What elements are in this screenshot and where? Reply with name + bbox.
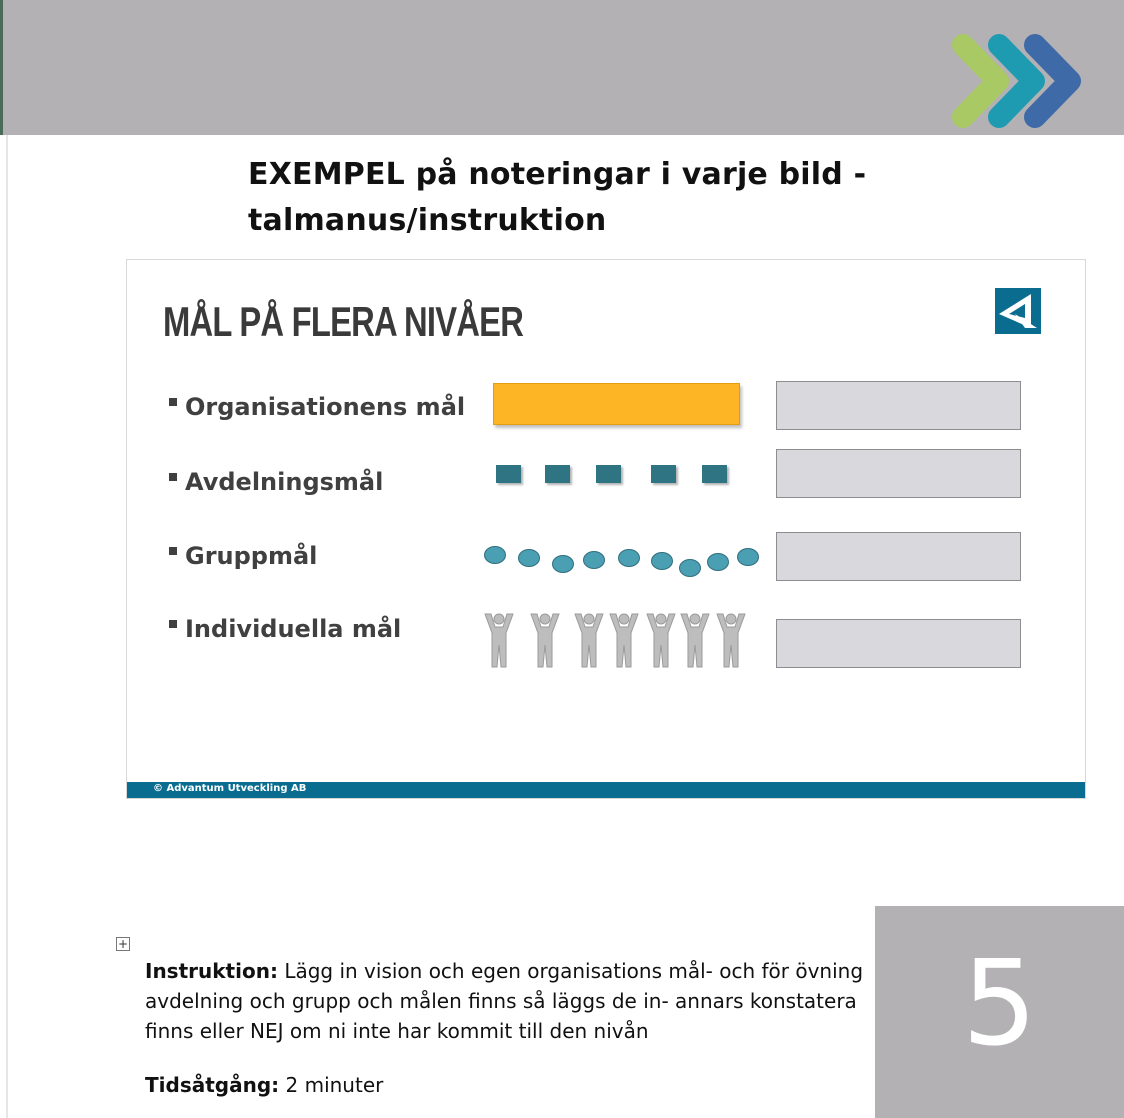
group-oval [651, 552, 673, 570]
group-oval [618, 549, 640, 567]
page-edge [6, 135, 8, 1118]
person-icon [572, 611, 606, 669]
group-oval [583, 551, 605, 569]
department-square [545, 465, 570, 483]
bullet-icon [169, 398, 177, 406]
row-label-grupp: Gruppmål [169, 542, 317, 570]
answer-box-avdelning [776, 449, 1021, 498]
page-number-box [875, 906, 1124, 1118]
group-oval [484, 546, 506, 564]
heading-line-2: talmanus/instruktion [248, 203, 607, 238]
advantum-logo-icon [995, 288, 1041, 334]
person-icon [678, 611, 712, 669]
slide-thumbnail[interactable] [126, 259, 1086, 799]
group-oval [679, 559, 701, 577]
time-estimate [145, 1073, 383, 1097]
bullet-icon [169, 473, 177, 481]
department-square [702, 465, 727, 483]
row-label-organisation: Organisationens mål [169, 393, 465, 421]
slide-title: MÅL PÅ FLERA NIVÅER [163, 298, 524, 345]
group-oval [707, 553, 729, 571]
page-heading [248, 152, 888, 244]
page-number: 5 [961, 934, 1038, 1072]
top-banner [0, 0, 1124, 135]
person-icon [607, 611, 641, 669]
instruction-label: Instruktion: [145, 959, 278, 983]
department-square [496, 465, 521, 483]
department-square [651, 465, 676, 483]
answer-box-grupp [776, 532, 1021, 581]
instruction-line-2: avdelning och grupp och målen finns så läggs de in- annars konstatera [145, 989, 857, 1013]
group-oval [552, 555, 574, 573]
bullet-icon [169, 547, 177, 555]
time-value: 2 minuter [285, 1073, 384, 1097]
slide-footer [127, 782, 1085, 798]
instruction-notes [145, 956, 885, 1046]
answer-box-organisation [776, 381, 1021, 430]
row-label-avdelning: Avdelningsmål [169, 468, 383, 496]
person-icon [528, 611, 562, 669]
department-square [596, 465, 621, 483]
time-label: Tidsåtgång: [145, 1073, 280, 1097]
move-handle-icon[interactable]: + [117, 937, 129, 951]
chevrons-logo-icon [0, 0, 1124, 135]
answer-box-individ [776, 619, 1021, 668]
footer-copyright: © Advantum Utveckling AB [153, 783, 307, 794]
organisation-goal-bar [493, 383, 740, 425]
group-oval [737, 548, 759, 566]
group-oval [518, 549, 540, 567]
instruction-line-1: Instruktion: Lägg in vision och egen organisations mål- och för övning [145, 959, 864, 983]
bullet-icon [169, 620, 177, 628]
person-icon [714, 611, 748, 669]
person-icon [644, 611, 678, 669]
row-label-individ: Individuella mål [169, 615, 401, 643]
heading-line-1: EXEMPEL på noteringar i varje bild - [248, 157, 867, 192]
instruction-line-3: finns eller NEJ om ni inte har kommit till den nivån [145, 1019, 649, 1043]
person-icon [482, 611, 516, 669]
